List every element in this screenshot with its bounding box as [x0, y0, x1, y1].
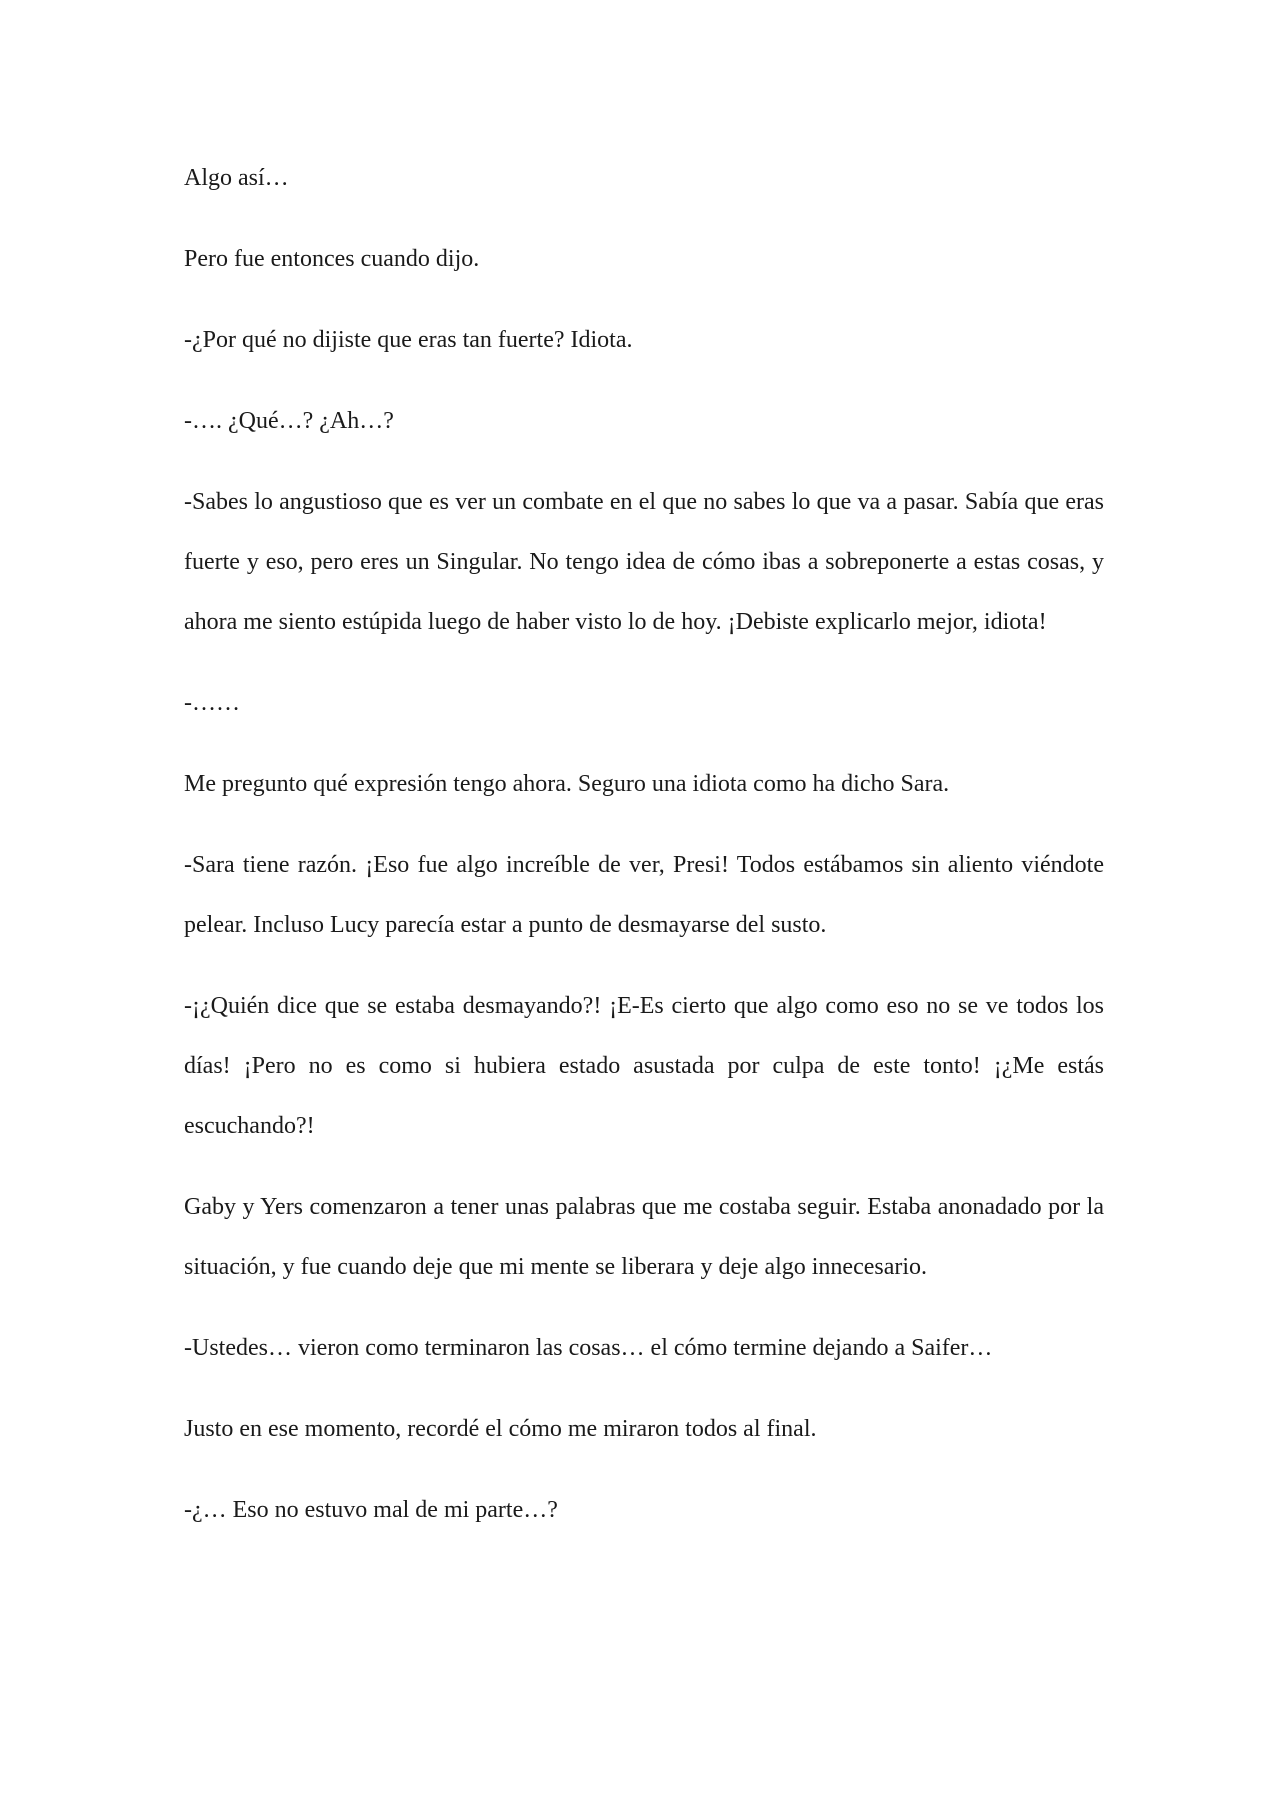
paragraph: Me pregunto qué expresión tengo ahora. Seguro una idiota como ha dicho Sara.: [184, 771, 950, 797]
paragraph: Algo así…: [184, 165, 289, 191]
paragraph: -Ustedes… vieron como terminaron las cosas… el cómo termine dejando a Saifer…: [184, 1335, 993, 1361]
paragraph: Gaby y Yers comenzaron a tener unas palabras que me costaba seguir. Estaba anonadado por la situación, y fue cuando deje que mi mente se liberara y deje algo innecesario.: [184, 1194, 1104, 1280]
paragraph: -¿… Eso no estuvo mal de mi parte…?: [184, 1497, 558, 1523]
paragraph: -Sabes lo angustioso que es ver un combate en el que no sabes lo que va a pasar. Sabía que eras fuerte y eso, pero eres un Singular. No tengo idea de cómo ibas a sobreponerte a estas cosas, y ahora me siento estúpida luego de haber visto lo de hoy. ¡Debiste explicarlo mejor, idiota!: [184, 489, 1104, 635]
paragraph: -……: [184, 690, 240, 716]
paragraph: Pero fue entonces cuando dijo.: [184, 246, 480, 272]
paragraph: -Sara tiene razón. ¡Eso fue algo increíble de ver, Presi! Todos estábamos sin aliento viéndote pelear. Incluso Lucy parecía estar a punto de desmayarse del susto.: [184, 852, 1104, 938]
paragraph: -¿Por qué no dijiste que eras tan fuerte? Idiota.: [184, 327, 633, 353]
paragraph: -¡¿Quién dice que se estaba desmayando?! ¡E-Es cierto que algo como eso no se ve todos los días! ¡Pero no es como si hubiera estado asustada por culpa de este tonto! ¡¿Me estás escuchando?!: [184, 993, 1104, 1139]
document-body: [184, 148, 1104, 1561]
paragraph: -…. ¿Qué…? ¿Ah…?: [184, 408, 394, 434]
paragraph: Justo en ese momento, recordé el cómo me miraron todos al final.: [184, 1416, 817, 1442]
